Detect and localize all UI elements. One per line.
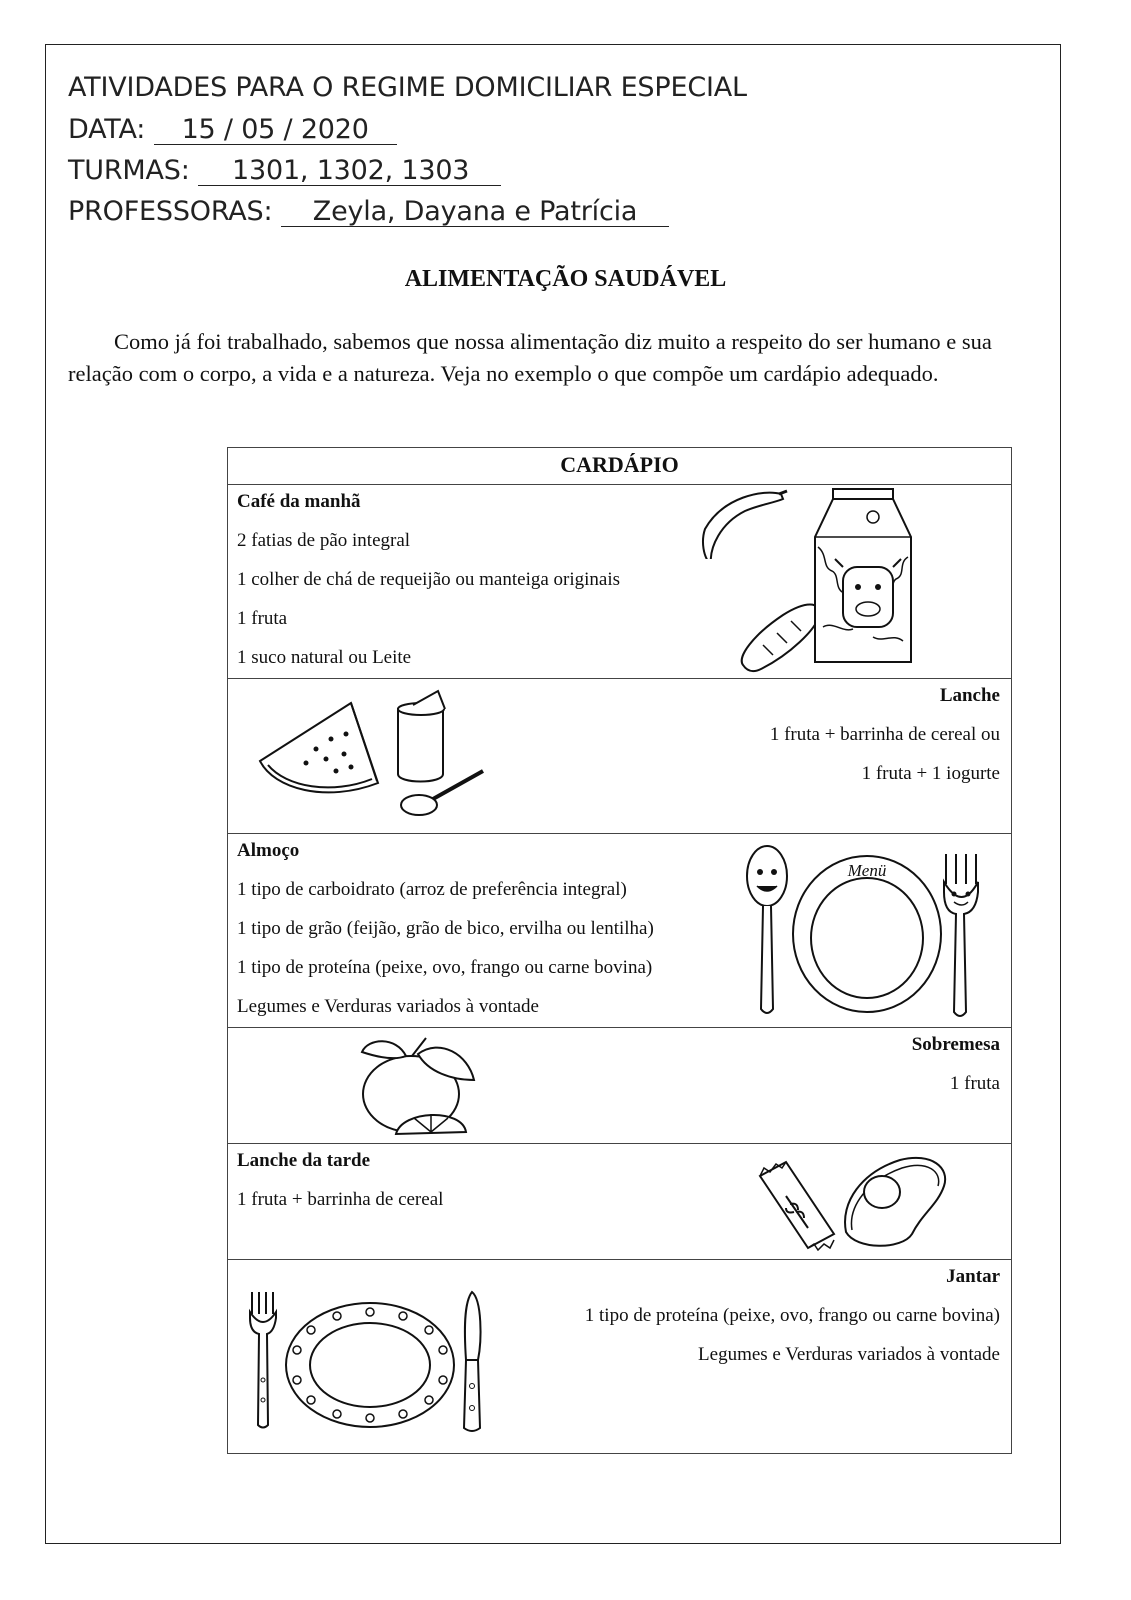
lunch-item: 1 tipo de grão (feijão, grão de bico, ervilha ou lentilha) xyxy=(237,918,654,939)
bread-icon xyxy=(733,595,823,675)
menu-caption: CARDÁPIO xyxy=(228,448,1012,485)
breakfast-title: Café da manhã xyxy=(237,491,361,512)
header-teachers: PROFESSORAS: Zeyla, Dayana e Patrícia xyxy=(68,196,669,227)
lunch-row xyxy=(228,834,1012,1028)
snack-item: 1 fruta + barrinha de cereal ou xyxy=(769,724,1000,745)
afternoon-snack-title: Lanche da tarde xyxy=(237,1150,370,1171)
fork-icon xyxy=(940,852,985,1022)
lunch-item: Legumes e Verduras variados à vontade xyxy=(237,996,539,1017)
afternoon-snack-item: 1 fruta + barrinha de cereal xyxy=(237,1189,444,1210)
snack-row xyxy=(228,679,1012,834)
page-title: ALIMENTAÇÃO SAUDÁVEL xyxy=(404,266,727,292)
banana-icon xyxy=(693,489,793,559)
snack-title: Lanche xyxy=(939,685,1000,706)
cereal-bar-icon xyxy=(756,1156,838,1251)
knife-icon xyxy=(458,1290,486,1435)
menu-plate-icon xyxy=(790,852,945,1017)
breakfast-item: 1 colher de chá de requeijão ou manteiga originais xyxy=(237,569,621,590)
dinner-plate-icon xyxy=(283,1300,458,1430)
dinner-item: 1 tipo de proteína (peixe, ovo, frango ou carne bovina) xyxy=(584,1305,1000,1326)
classes-value: 1301, 1302, 1303 xyxy=(198,157,501,186)
milk-carton-icon xyxy=(813,487,913,672)
dinner-fork-icon xyxy=(248,1290,278,1430)
lunch-title: Almoço xyxy=(237,840,300,861)
header-date: DATA: 15 / 05 / 2020 xyxy=(68,114,397,145)
avocado-icon xyxy=(840,1152,952,1252)
breakfast-item: 1 fruta xyxy=(237,608,288,629)
intro-paragraph: Como já foi trabalhado, sabemos que nossa alimentação diz muito a respeito do ser humano e sua relação com o corpo, a vida e a natureza. Veja no exemplo o que compõe um cardápio adequado. xyxy=(68,329,992,386)
menu-table xyxy=(227,447,1012,1454)
snack-item: 1 fruta + 1 iogurte xyxy=(861,763,1000,784)
breakfast-row xyxy=(228,485,1012,679)
teachers-value: Zeyla, Dayana e Patrícia xyxy=(281,198,670,227)
plate-text: Menü xyxy=(847,861,887,880)
header-title: ATIVIDADES PARA O REGIME DOMICILIAR ESPECIAL xyxy=(68,72,747,103)
dinner-item: Legumes e Verduras variados à vontade xyxy=(698,1344,1000,1365)
dinner-row xyxy=(228,1260,1012,1454)
yogurt-icon xyxy=(383,689,498,824)
dinner-title: Jantar xyxy=(946,1266,1000,1287)
lunch-item: 1 tipo de proteína (peixe, ovo, frango ou carne bovina) xyxy=(237,957,653,978)
dessert-item: 1 fruta xyxy=(949,1073,1000,1094)
dessert-title: Sobremesa xyxy=(911,1034,1000,1055)
watermelon-slice-icon xyxy=(256,699,381,804)
date-value: 15 / 05 / 2020 xyxy=(154,116,397,145)
tangerine-icon xyxy=(356,1032,486,1137)
breakfast-item: 1 suco natural ou Leite xyxy=(237,647,412,668)
afternoon-snack-row xyxy=(228,1144,1012,1260)
breakfast-item: 2 fatias de pão integral xyxy=(237,530,411,551)
lunch-item: 1 tipo de carboidrato (arroz de preferência integral) xyxy=(237,879,627,900)
spoon-icon xyxy=(743,844,791,1019)
header-classes: TURMAS: 1301, 1302, 1303 xyxy=(68,155,501,186)
dessert-row xyxy=(228,1028,1012,1144)
